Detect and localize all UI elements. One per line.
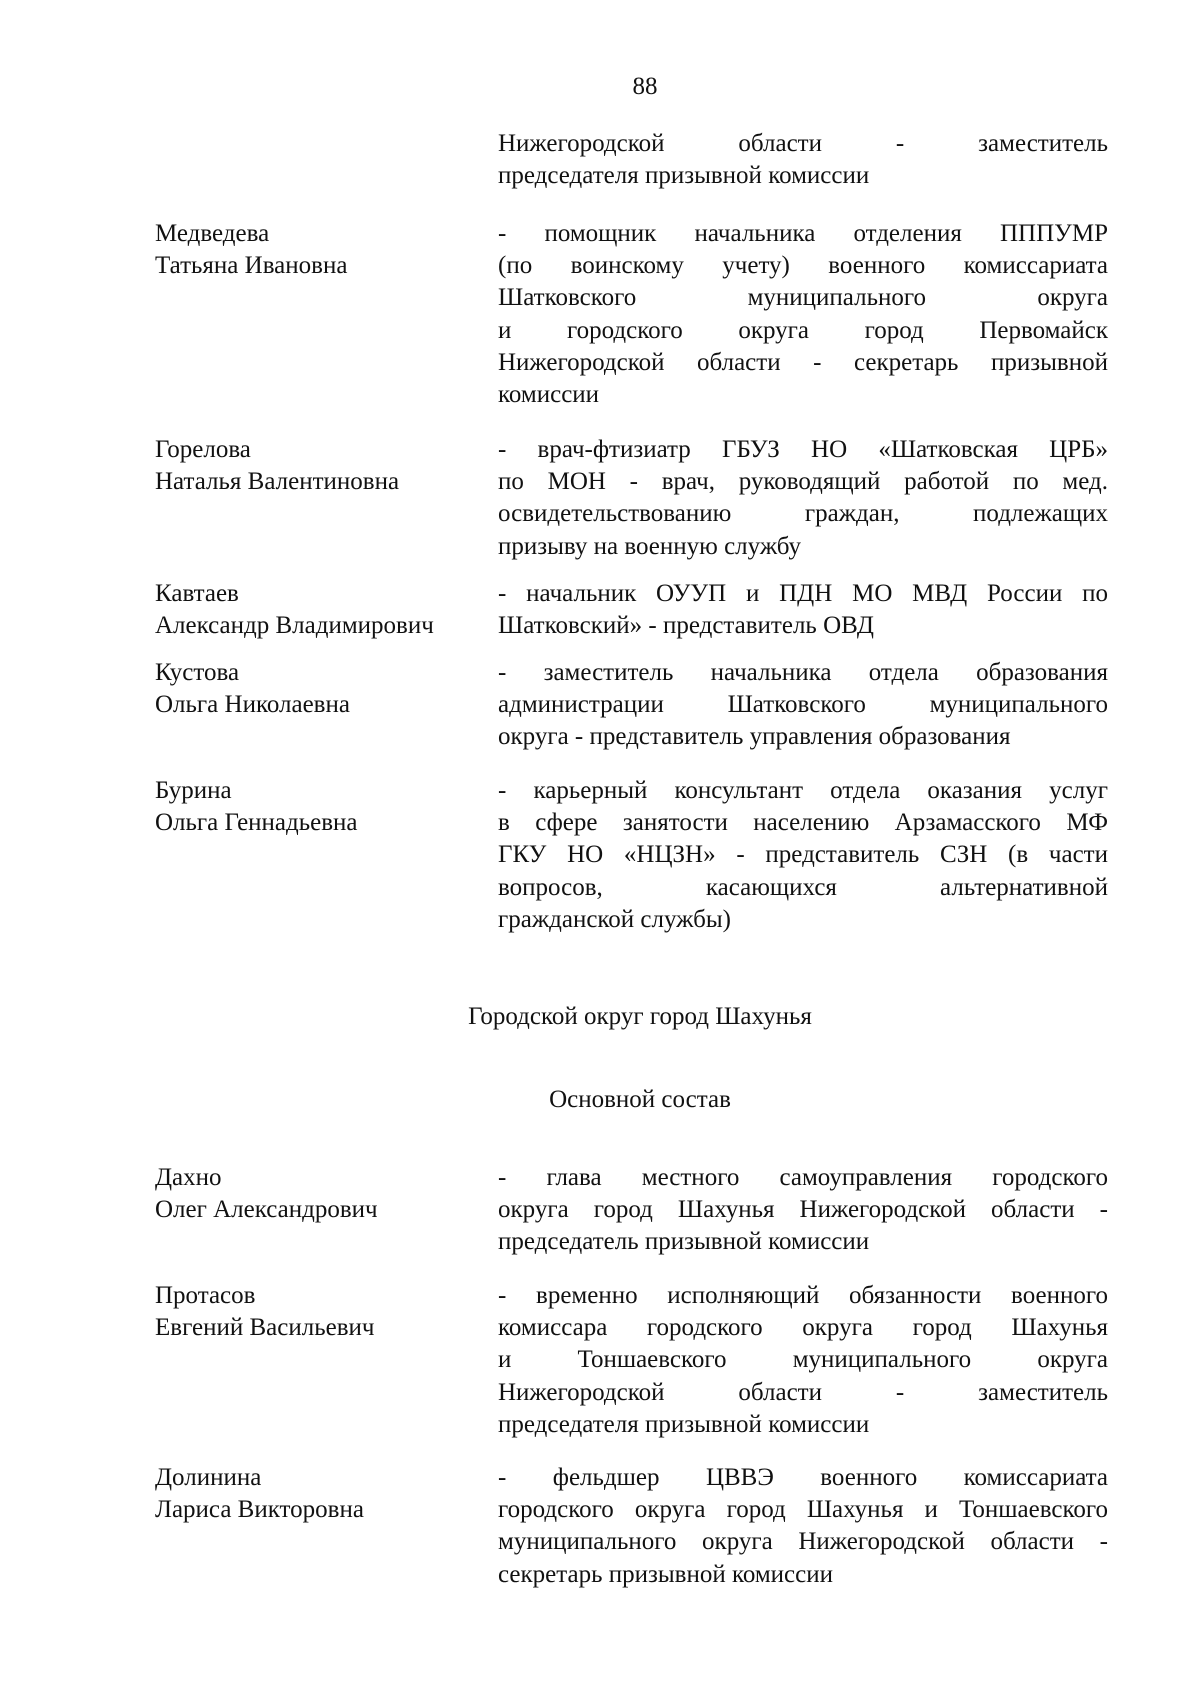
role-description (498, 578, 1108, 642)
role-line: администрации Шатковского муниципального (498, 691, 1108, 719)
role-line: по МОН - врач, руководящий работой по мед. (498, 468, 1108, 496)
given-names: Лариса Викторовна (155, 1495, 364, 1523)
role-line: в сфере занятости населению Арзамасского МФ (498, 809, 1108, 837)
role-line: Нижегородской области - секретарь призывной (498, 348, 1108, 376)
role-line: - врач-фтизиатр ГБУЗ НО «Шатковская ЦРБ» (498, 436, 1108, 463)
role-line: Шатковский» - представитель ОВД (498, 612, 874, 640)
role-line: городского округа город Шахунья и Тоншаевского (498, 1496, 1108, 1524)
role-description (498, 218, 1108, 411)
surname: Кустова (155, 659, 240, 686)
role-line: комиссара городского округа город Шахунья (498, 1314, 1108, 1342)
role-line: муниципального округа Нижегородской области - (498, 1528, 1108, 1556)
given-names: Александр Владимирович (155, 611, 434, 639)
given-names: Татьяна Ивановна (155, 251, 348, 279)
role-line: гражданской службы) (498, 905, 731, 933)
subsection-title: Основной состав (549, 1086, 731, 1113)
role-description (498, 434, 1108, 563)
person-name (155, 1162, 485, 1225)
role-line: председатель призывной комиссии (498, 1228, 870, 1256)
role-line: освидетельствованию граждан, подлежащих (498, 500, 1108, 528)
role-line: округа город Шахунья Нижегородской области - (498, 1196, 1108, 1224)
given-names: Олег Александрович (155, 1195, 378, 1223)
role-line: комиссии (498, 381, 600, 409)
role-description (498, 1162, 1108, 1259)
role-description (498, 128, 1108, 192)
role-line: округа - представитель управления образования (498, 723, 1011, 751)
role-line: и Тоншаевского муниципального округа (498, 1346, 1108, 1374)
role-line: - глава местного самоуправления городского (498, 1164, 1108, 1191)
person-name (155, 434, 485, 497)
role-line: и городского округа город Первомайск (498, 316, 1108, 344)
role-line: Нижегородской области - заместитель (498, 130, 1108, 157)
person-name (155, 1462, 485, 1525)
person-name (155, 1280, 485, 1343)
role-line: - помощник начальника отделения ПППУМР (498, 220, 1108, 247)
person-name (155, 775, 485, 838)
role-line: председателя призывной комиссии (498, 1410, 870, 1438)
role-line: - фельдшер ЦВВЭ военного комиссариата (498, 1464, 1108, 1491)
role-line: призыву на военную службу (498, 532, 802, 560)
role-line: Нижегородской области - заместитель (498, 1378, 1108, 1406)
surname: Протасов (155, 1282, 256, 1309)
role-line: - начальник ОУУП и ПДН МО МВД России по (498, 580, 1108, 607)
surname: Бурина (155, 777, 232, 804)
surname: Горелова (155, 436, 251, 463)
role-description (498, 657, 1108, 754)
given-names: Ольга Геннадьевна (155, 808, 358, 836)
given-names: Наталья Валентиновна (155, 467, 400, 495)
surname: Кавтаев (155, 580, 239, 607)
role-line: председателя призывной комиссии (498, 162, 870, 190)
surname: Долинина (155, 1464, 262, 1491)
surname: Медведева (155, 220, 270, 247)
role-line: Шатковского муниципального округа (498, 284, 1108, 312)
role-line: - карьерный консультант отдела оказания услуг (498, 777, 1108, 804)
role-description (498, 1462, 1108, 1591)
role-description (498, 775, 1108, 936)
role-line: - заместитель начальника отдела образования (498, 659, 1108, 686)
person-name (155, 657, 485, 720)
role-line: секретарь призывной комиссии (498, 1560, 834, 1588)
section-title: Городской округ город Шахунья (468, 1003, 812, 1030)
role-line: (по воинскому учету) военного комиссариата (498, 252, 1108, 280)
role-description (498, 1280, 1108, 1441)
surname: Дахно (155, 1164, 222, 1191)
role-line: ГКУ НО «НЦЗН» - представитель СЗН (в части (498, 841, 1108, 869)
role-line: - временно исполняющий обязанности военного (498, 1282, 1108, 1309)
given-names: Евгений Васильевич (155, 1313, 375, 1341)
person-name (155, 578, 485, 641)
given-names: Ольга Николаевна (155, 690, 350, 718)
role-line: вопросов, касающихся альтернативной (498, 873, 1108, 901)
page-number: 88 (632, 73, 658, 100)
person-name (155, 218, 485, 281)
